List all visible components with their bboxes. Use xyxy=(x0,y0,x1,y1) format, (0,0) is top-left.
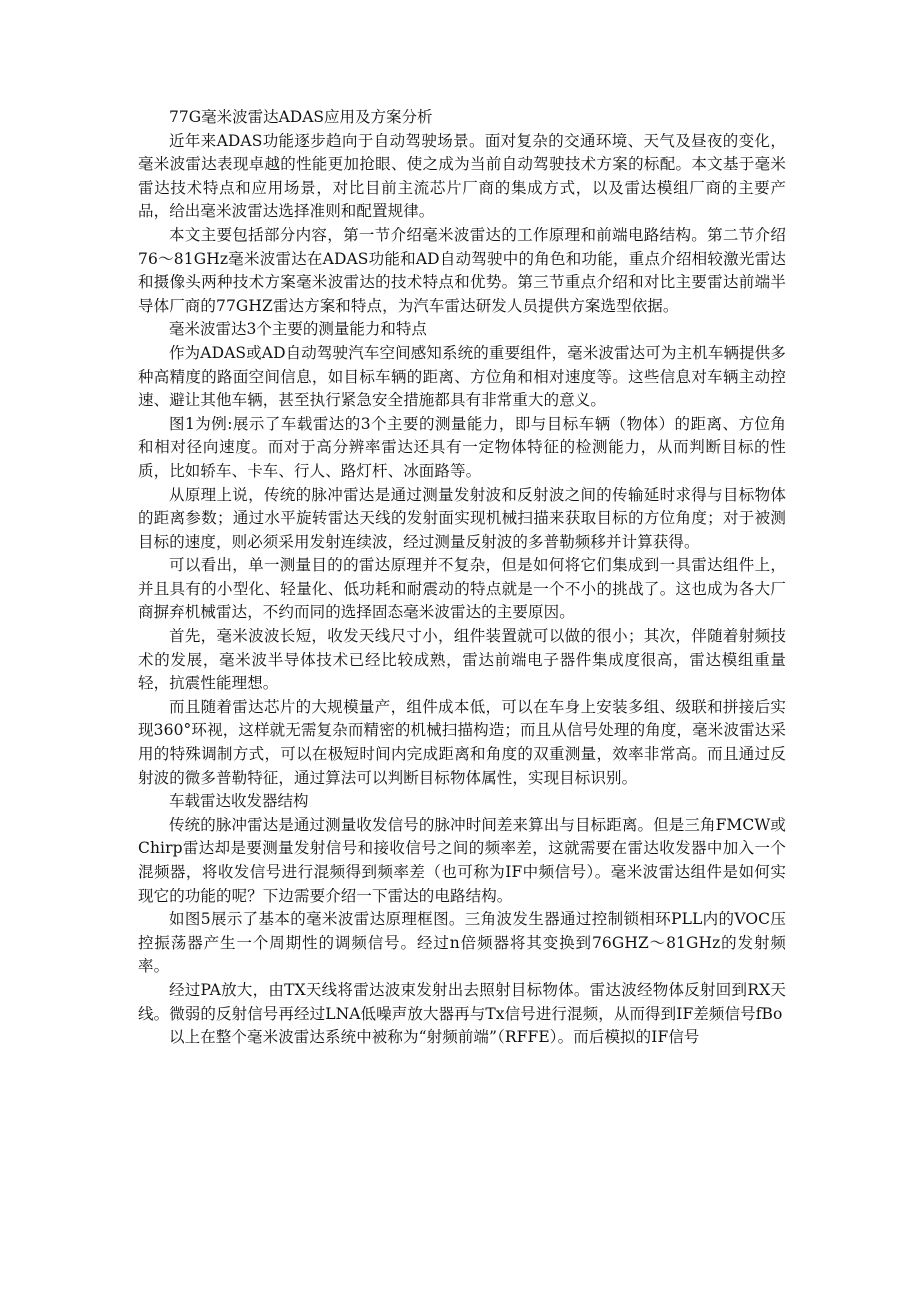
paragraph-measurement-4: 可以看出，单一测量目的的雷达原理并不复杂，但是如何将它们集成到一具雷达组件上，并且具有的小型化、轻量化、低功耗和耐震动的特点就是一个不小的挑战了。这也成为各大厂商摒弃机械雷达，不约而同的选择固态毫米波雷达的主要原因。 xyxy=(138,556,786,622)
paragraph-intro-2: 本文主要包括部分内容，第一节介绍毫米波雷达的工作原理和前端电路结构。第二节介绍76～81GHz毫米波雷达在ADAS功能和AD自动驾驶中的角色和功能，重点介绍相较激光雷达和摄像头两种技术方案毫米波雷达的技术特点和优势。第三节重点介绍和对比主要雷达前端半导体厂商的77GHZ雷达方案和特点，为汽车雷达研发人员提供方案选型依据。 xyxy=(138,225,786,315)
paragraph-transceiver-4: 以上在整个毫米波雷达系统中被称为“射频前端”（RFFE）。而后模拟的IF信号 xyxy=(169,1028,700,1047)
section-heading-measurement: 毫米波雷达3个主要的测量能力和特点 xyxy=(169,320,427,339)
document-page xyxy=(138,106,786,1050)
paragraph-transceiver-2: 如图5展示了基本的毫米波雷达原理框图。三角波发生器通过控制锁相环PLL内的VOC压控振荡器产生一个周期性的调频信号。经过n倍频器将其变换到76GHZ～81GHz的发射频率。 xyxy=(138,910,786,976)
paragraph-measurement-1: 作为ADAS或AD自动驾驶汽车空间感知系统的重要组件，毫米波雷达可为主机车辆提供多种高精度的路面空间信息，如目标车辆的距离、方位角和相对速度等。这些信息对车辆主动控速、避让其他车辆，甚至执行紧急安全措施都具有非常重大的意义。 xyxy=(138,343,786,410)
paragraph-measurement-6: 而且随着雷达芯片的大规模量产，组件成本低，可以在车身上安装多组、级联和拼接后实现360°环视，这样就无需复杂而精密的机械扫描构造；而且从信号处理的角度，毫米波雷达采用的特殊调制方式，可以在极短时间内完成距离和角度的双重测量，效率非常高。而且通过反射波的微多普勒特征，通过算法可以判断目标物体属性，实现目标识别。 xyxy=(138,697,786,787)
paragraph-measurement-5: 首先，毫米波波长短，收发天线尺寸小，组件装置就可以做的很小；其次，伴随着射频技术的发展，毫米波半导体技术已经比较成熟，雷达前端电子器件集成度很高，雷达模组重量轻，抗震性能理想。 xyxy=(138,627,786,693)
paragraph-transceiver-3: 经过PA放大，由TX天线将雷达波束发射出去照射目标物体。雷达波经物体反射回到RX天线。微弱的反射信号再经过LNA低噪声放大器再与Tx信号进行混频，从而得到IF差频信号fBo xyxy=(138,980,786,1023)
paragraph-measurement-2: 图1为例:展示了车载雷达的3个主要的测量能力，即与目标车辆（物体）的距离、方位角和相对径向速度。而对于高分辨率雷达还具有一定物体特征的检测能力，从而判断目标的性质，比如轿车、卡车、行人、路灯杆、冰面路等。 xyxy=(138,414,786,480)
document-title: 77G毫米波雷达ADAS应用及方案分析 xyxy=(169,108,433,126)
paragraph-measurement-3: 从原理上说，传统的脉冲雷达是通过测量发射波和反射波之间的传输延时求得与目标物体的距离参数；通过水平旋转雷达天线的发射面实现机械扫描来获取目标的方位角度；对于被测目标的速度，则必须采用发射连续波，经过测量反射波的多普勒频移并计算获得。 xyxy=(138,485,786,551)
section-heading-transceiver: 车载雷达收发器结构 xyxy=(169,792,309,811)
paragraph-transceiver-1: 传统的脉冲雷达是通过测量收发信号的脉冲时间差来算出与目标距离。但是三角FMCW或Chirp雷达却是要测量发射信号和接收信号之间的频率差，这就需要在雷达收发器中加入一个混频器，将收发信号进行混频得到频率差（也可称为IF中频信号）。毫米波雷达组件是如何实现它的功能的呢？下边需要介绍一下雷达的电路结构。 xyxy=(138,815,786,905)
paragraph-intro-1: 近年来ADAS功能逐步趋向于自动驾驶场景。面对复杂的交通环境、天气及昼夜的变化，毫米波雷达表现卓越的性能更加抢眼、使之成为当前自动驾驶技术方案的标配。本文基于毫米雷达技术特点和应用场景，对比目前主流芯片厂商的集成方式，以及雷达模组厂商的主要产品，给出毫米波雷达选择准则和配置规律。 xyxy=(138,131,786,221)
